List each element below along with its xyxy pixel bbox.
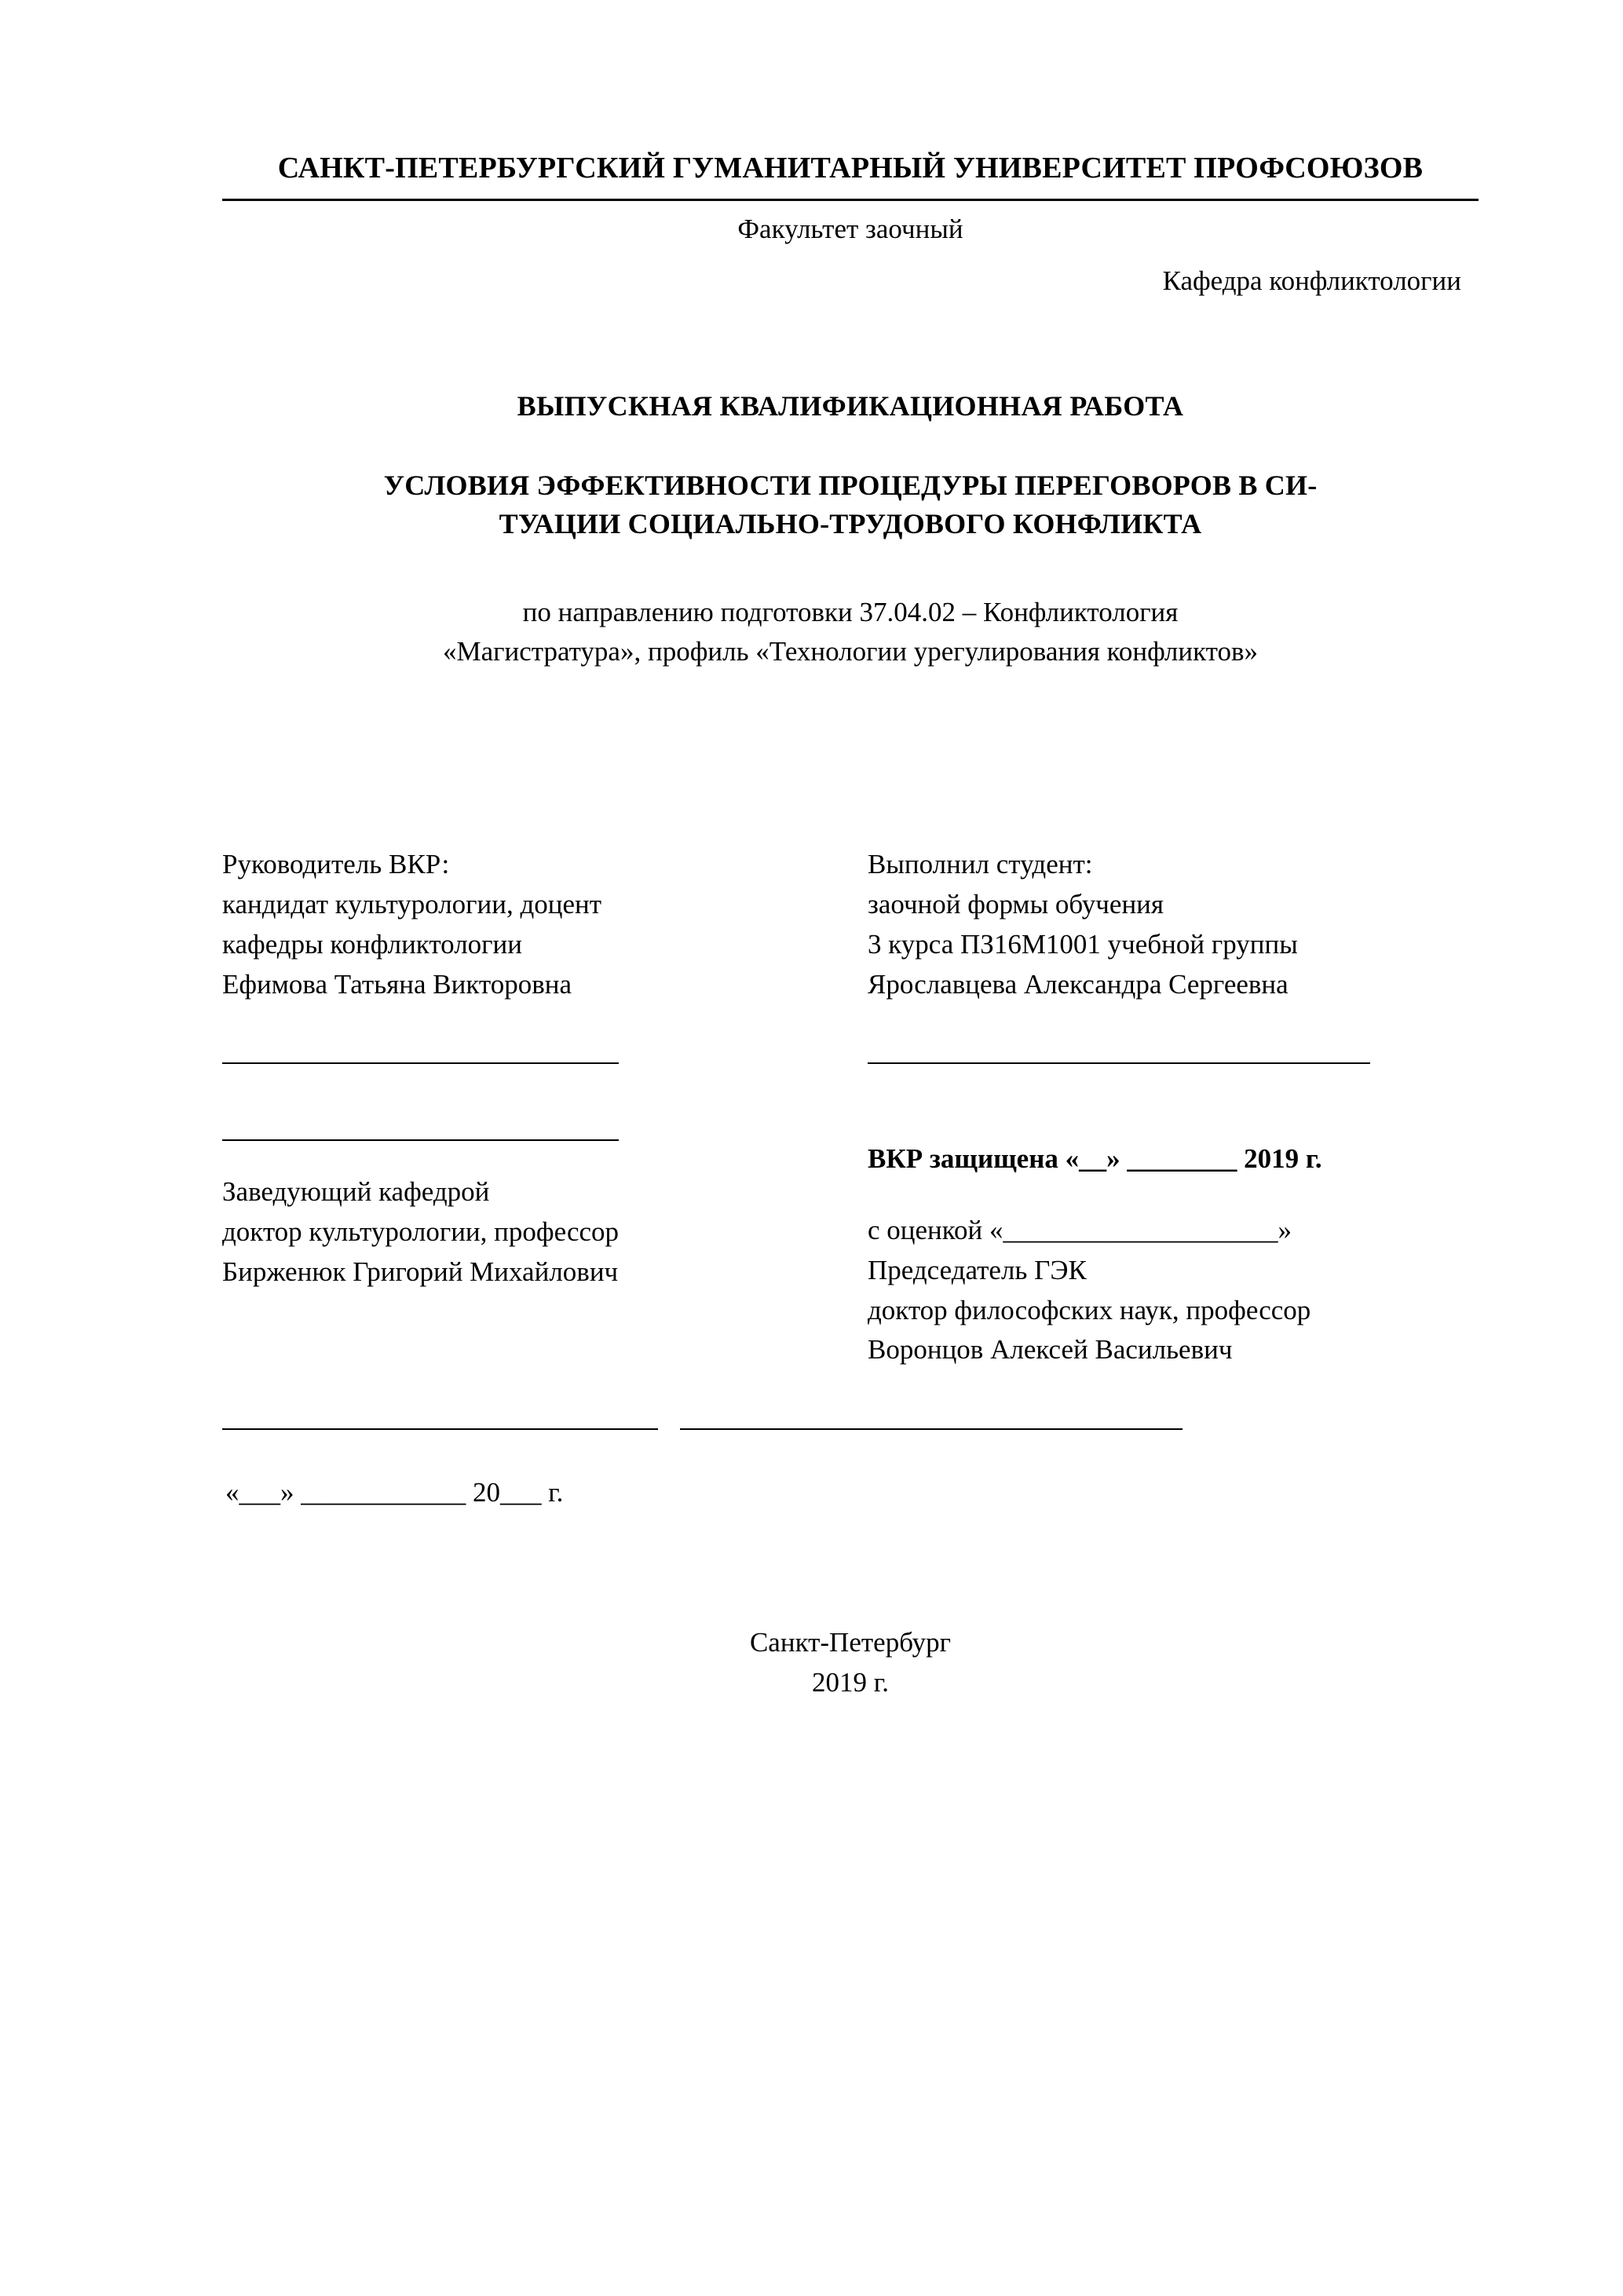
student-block xyxy=(850,845,1479,1064)
chairman-line-2: Воронцов Алексей Васильевич xyxy=(868,1334,1233,1366)
study-direction-line-2: «Магистратура», профиль «Технологии урегулирования конфликтов» xyxy=(442,635,1259,667)
student-line-3: Ярославцева Александра Сергеевна xyxy=(868,968,1289,1000)
blank-date-line: «___» ____________ 20___ г. xyxy=(225,1477,564,1508)
chairman-label: Председатель ГЭК xyxy=(868,1254,1087,1285)
supervisor-student-row xyxy=(222,845,1479,1064)
defense-grade-line: с оценкой «____________________» xyxy=(868,1215,1292,1246)
supervisor-label: Руководитель ВКР: xyxy=(222,849,450,880)
university-name: САНКТ-ПЕТЕРБУРГСКИЙ ГУМАНИТАРНЫЙ УНИВЕРСИТЕТ ПРОФСОЮЗОВ xyxy=(277,152,1424,185)
head-line-2: Бирженюк Григорий Михайлович xyxy=(222,1256,619,1287)
student-line-1: заочной формы обучения xyxy=(868,889,1164,920)
title-page-content xyxy=(222,149,1479,1703)
year: 2019 г. xyxy=(812,1666,889,1698)
city-name: Санкт-Петербург xyxy=(749,1627,952,1658)
work-title-line-1: УСЛОВИЯ ЭФФЕКТИВНОСТИ ПРОЦЕДУРЫ ПЕРЕГОВОРОВ В СИ- xyxy=(383,469,1318,501)
head-label: Заведующий кафедрой xyxy=(222,1176,490,1208)
city-year-block xyxy=(222,1623,1479,1703)
study-direction-line-1: по направлению подготовки 37.04.02 – Конфликтология xyxy=(522,596,1179,627)
supervisor-block xyxy=(222,845,850,1064)
faculty-name: Факультет заочный xyxy=(737,213,963,244)
signatures-area xyxy=(222,845,1479,1508)
bottom-signature-lines xyxy=(222,1428,1479,1430)
work-title xyxy=(222,466,1479,544)
work-title-line-2: ТУАЦИИ СОЦИАЛЬНО-ТРУДОВОГО КОНФЛИКТА xyxy=(499,508,1202,540)
defense-date-line: ВКР защищена «__» ________ 2019 г. xyxy=(868,1143,1322,1175)
study-direction xyxy=(222,593,1479,671)
department-name: Кафедра конфликтологии xyxy=(1162,265,1461,296)
student-label: Выполнил студент: xyxy=(868,849,1093,880)
head-of-department-block xyxy=(222,1064,850,1370)
work-type-heading: ВЫПУСКНАЯ КВАЛИФИКАЦИОННАЯ РАБОТА xyxy=(517,389,1184,422)
bottom-signature-line-right xyxy=(680,1428,1183,1430)
supervisor-line-1: кандидат культурологии, доцент xyxy=(222,889,602,920)
defense-block xyxy=(850,1064,1479,1370)
supervisor-line-2: кафедры конфликтологии xyxy=(222,928,522,960)
student-line-2: 3 курса ПЗ16М1001 учебной группы xyxy=(868,928,1298,960)
header-divider xyxy=(222,199,1479,201)
chairman-line-1: доктор философских наук, профессор xyxy=(868,1294,1311,1325)
bottom-signature-line-left xyxy=(222,1428,658,1430)
supervisor-line-3: Ефимова Татьяна Викторовна xyxy=(222,968,572,1000)
head-defense-row xyxy=(222,1064,1479,1370)
head-line-1: доктор культурологии, профессор xyxy=(222,1216,620,1248)
